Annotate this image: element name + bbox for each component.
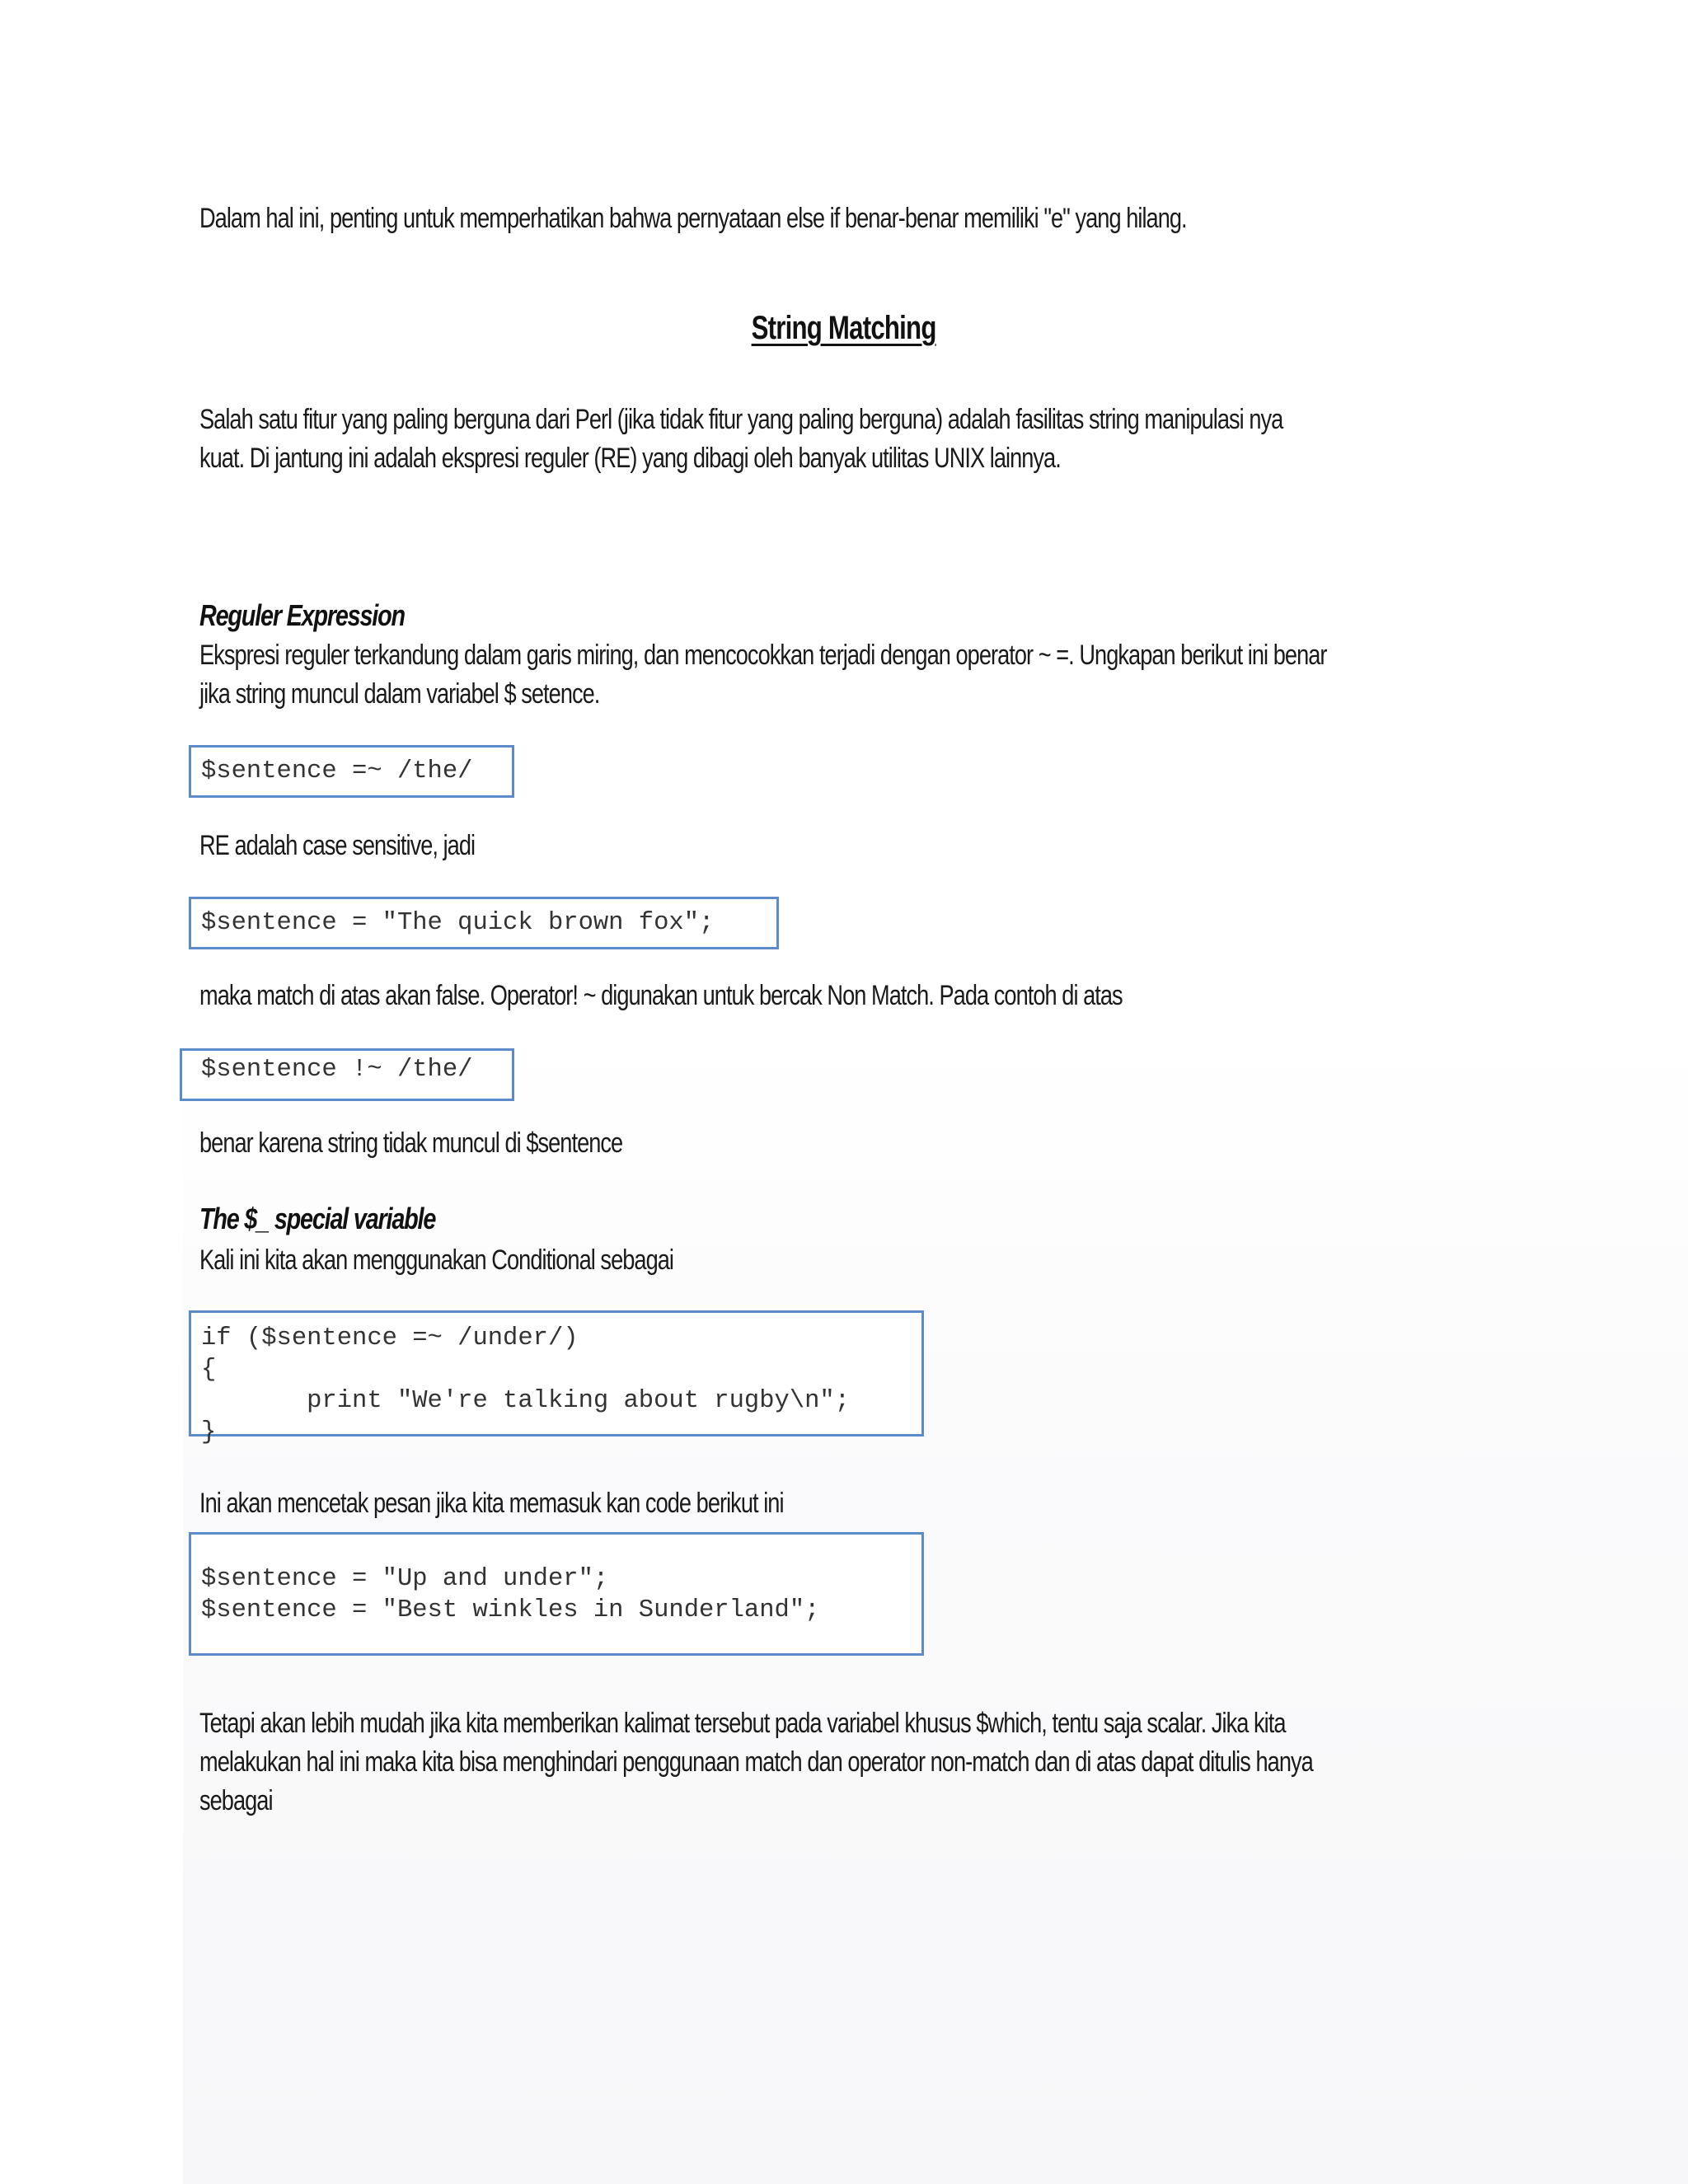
code-assign-text: $sentence = "The quick brown fox"; [201, 909, 715, 937]
section-title-text: String Matching [751, 310, 937, 346]
code-block-assign [189, 897, 779, 949]
description-line-2: kuat. Di jantung ini adalah ekspresi reguler (RE) yang dibagi oleh banyak utilitas UNIX lainnya. [199, 443, 1061, 474]
special-variable-heading: The $_ special variable [199, 1202, 436, 1235]
code-match-text: $sentence =~ /the/ [201, 757, 473, 785]
final-paragraph-line-1: Tetapi akan lebih mudah jika kita memberikan kalimat tersebut pada variabel khusus $which, tentu saja scalar. Jika kita [199, 1708, 1286, 1739]
final-paragraph-line-3: sebagai [199, 1785, 273, 1816]
intro-paragraph: Dalam hal ini, penting untuk memperhatikan bahwa pernyataan else if benar-benar memiliki "e" yang hilang. [199, 203, 1187, 234]
conditional-text: Kali ini kita akan menggunakan Conditional sebagai [199, 1244, 673, 1276]
nonmatch-text: maka match di atas akan false. Operator! ~ digunakan untuk bercak Non Match. Pada contoh di atas [199, 980, 1123, 1011]
code-block-conditional [189, 1310, 924, 1446]
true-because-text: benar karena string tidak muncul di $sentence [199, 1127, 623, 1159]
code-conditional-text: if ($sentence =~ /under/) { print "We're talking about rugby\n"; } [201, 1324, 851, 1446]
section-title [0, 310, 1688, 347]
code-nonmatch-text: $sentence !~ /the/ [201, 1056, 473, 1084]
description-line-1: Salah satu fitur yang paling berguna dari Perl (jika tidak fitur yang paling berguna) adalah fasilitas string manipulasi nya [199, 404, 1283, 435]
regex-paragraph-line-2: jika string muncul dalam variabel $ setence. [199, 678, 600, 710]
code-assignments-text: $sentence = "Up and under"; $sentence = "Best winkles in Sunderland"; [201, 1565, 820, 1624]
print-message-text: Ini akan mencetak pesan jika kita memasuk kan code berikut ini [199, 1488, 784, 1519]
regex-paragraph-line-1: Ekspresi reguler terkandung dalam garis miring, dan mencocokkan terjadi dengan operator ~ =. Ungkapan berikut ini benar [199, 640, 1327, 671]
code-block-nonmatch [180, 1048, 514, 1101]
final-paragraph-line-2: melakukan hal ini maka kita bisa menghindari penggunaan match dan operator non-match dan di atas dapat ditulis hanya [199, 1746, 1313, 1778]
code-block-assignments [189, 1532, 924, 1656]
code-block-match [189, 745, 514, 798]
case-sensitive-text: RE adalah case sensitive, jadi [199, 830, 476, 861]
regex-heading: Reguler Expression [199, 598, 405, 632]
